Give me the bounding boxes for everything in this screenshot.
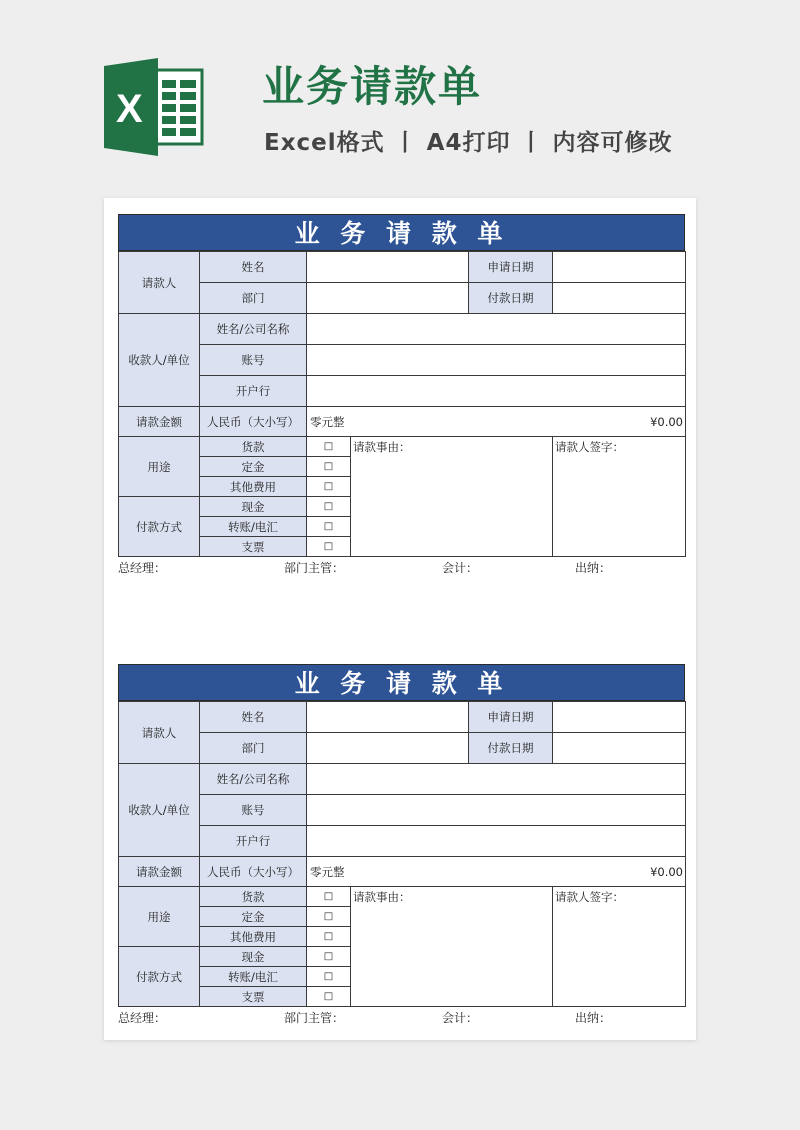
excel-icon	[104, 58, 204, 156]
account-field[interactable]	[307, 795, 686, 826]
requester-label: 请款人	[119, 702, 200, 764]
reason-label: 请款事由：	[353, 440, 411, 454]
payment-label: 付款方式	[119, 497, 200, 557]
payee-name-field[interactable]	[307, 314, 686, 345]
purpose-option: 其他费用	[200, 927, 307, 947]
pay-date-label: 付款日期	[469, 283, 553, 314]
bank-field[interactable]	[307, 376, 686, 407]
bank-label: 开户行	[200, 376, 307, 407]
paper-sheet	[104, 198, 696, 1040]
dept-field[interactable]	[307, 733, 469, 764]
account-label: 账号	[200, 795, 307, 826]
purpose-checkbox[interactable]: □	[307, 927, 351, 947]
payment-checkbox[interactable]: □	[307, 497, 351, 517]
pay-date-field[interactable]	[553, 283, 686, 314]
purpose-checkbox[interactable]: □	[307, 437, 351, 457]
pay-date-label: 付款日期	[469, 733, 553, 764]
payment-checkbox[interactable]: □	[307, 947, 351, 967]
cashier-label: 出纳：	[575, 561, 612, 575]
page-title: 业务请款单	[262, 62, 483, 111]
name-field[interactable]	[307, 702, 469, 733]
request-form	[118, 664, 685, 1027]
signature-label: 请款人签字：	[555, 890, 624, 904]
signature-field[interactable]	[553, 887, 686, 1007]
purpose-checkbox[interactable]: □	[307, 887, 351, 907]
pay-date-field[interactable]	[553, 733, 686, 764]
apply-date-label: 申请日期	[469, 702, 553, 733]
amount-words[interactable]: 零元整	[307, 407, 553, 437]
account-label: 账号	[200, 345, 307, 376]
approval-row	[118, 1007, 685, 1027]
dept-field[interactable]	[307, 283, 469, 314]
name-field[interactable]	[307, 252, 469, 283]
accountant-label: 会计：	[442, 1011, 479, 1025]
request-form	[118, 214, 685, 577]
name-label: 姓名	[200, 252, 307, 283]
payment-option: 现金	[200, 947, 307, 967]
bank-field[interactable]	[307, 826, 686, 857]
approval-row	[118, 557, 685, 577]
request-table	[118, 251, 686, 557]
payee-name-label: 姓名/公司名称	[200, 314, 307, 345]
apply-date-label: 申请日期	[469, 252, 553, 283]
purpose-option: 货款	[200, 437, 307, 457]
signature-label: 请款人签字：	[555, 440, 624, 454]
currency-label: 人民币（大小写）	[200, 857, 307, 887]
reason-label: 请款事由：	[353, 890, 411, 904]
request-table	[118, 701, 686, 1007]
dept-label: 部门	[200, 733, 307, 764]
purpose-checkbox[interactable]: □	[307, 477, 351, 497]
payment-checkbox[interactable]: □	[307, 537, 351, 557]
payment-option: 转账/电汇	[200, 967, 307, 987]
purpose-option: 定金	[200, 907, 307, 927]
bank-label: 开户行	[200, 826, 307, 857]
purpose-option: 货款	[200, 887, 307, 907]
purpose-option: 其他费用	[200, 477, 307, 497]
purpose-label: 用途	[119, 887, 200, 947]
payment-label: 付款方式	[119, 947, 200, 1007]
payment-checkbox[interactable]: □	[307, 517, 351, 537]
gm-label: 总经理：	[118, 1011, 167, 1025]
amount-words[interactable]: 零元整	[307, 857, 553, 887]
payment-option: 支票	[200, 987, 307, 1007]
purpose-checkbox[interactable]: □	[307, 457, 351, 477]
svg-text:X: X	[116, 87, 143, 131]
requester-label: 请款人	[119, 252, 200, 314]
signature-field[interactable]	[553, 437, 686, 557]
accountant-label: 会计：	[442, 561, 479, 575]
payment-checkbox[interactable]: □	[307, 987, 351, 1007]
name-label: 姓名	[200, 702, 307, 733]
reason-field[interactable]	[351, 887, 553, 1007]
form-banner: 业 务 请 款 单	[118, 214, 685, 251]
payee-label: 收款人/单位	[119, 314, 200, 407]
payee-label: 收款人/单位	[119, 764, 200, 857]
payment-checkbox[interactable]: □	[307, 967, 351, 987]
reason-field[interactable]	[351, 437, 553, 557]
payment-option: 现金	[200, 497, 307, 517]
form-banner: 业 务 请 款 单	[118, 664, 685, 701]
amount-label: 请款金额	[119, 407, 200, 437]
apply-date-field[interactable]	[553, 252, 686, 283]
cashier-label: 出纳：	[575, 1011, 612, 1025]
purpose-label: 用途	[119, 437, 200, 497]
currency-label: 人民币（大小写）	[200, 407, 307, 437]
payment-option: 支票	[200, 537, 307, 557]
payee-name-field[interactable]	[307, 764, 686, 795]
purpose-checkbox[interactable]: □	[307, 907, 351, 927]
page-subtitle: Excel格式 丨 A4打印 丨 内容可修改	[264, 130, 673, 156]
amount-number[interactable]: ¥0.00	[553, 407, 686, 437]
payment-option: 转账/电汇	[200, 517, 307, 537]
dept-label: 部门	[200, 283, 307, 314]
apply-date-field[interactable]	[553, 702, 686, 733]
dept-head-label: 部门主管：	[284, 1011, 345, 1025]
purpose-option: 定金	[200, 457, 307, 477]
gm-label: 总经理：	[118, 561, 167, 575]
dept-head-label: 部门主管：	[284, 561, 345, 575]
payee-name-label: 姓名/公司名称	[200, 764, 307, 795]
amount-label: 请款金额	[119, 857, 200, 887]
account-field[interactable]	[307, 345, 686, 376]
amount-number[interactable]: ¥0.00	[553, 857, 686, 887]
